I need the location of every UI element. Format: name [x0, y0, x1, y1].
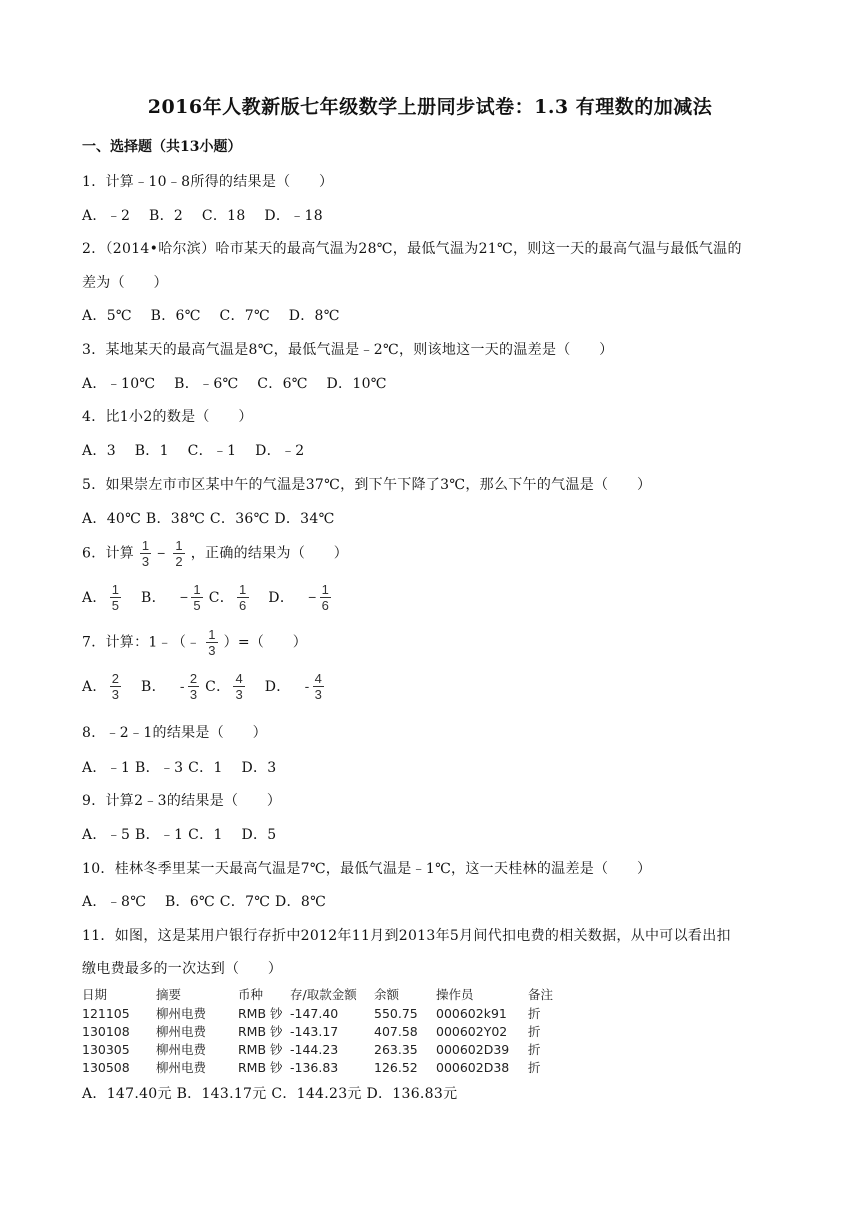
option-c: C．36℃	[209, 511, 270, 527]
option-d: D． - $\frac{4}{3}$	[264, 671, 323, 702]
question-3-stem: 3．某地某天的最高气温是8℃，最低气温是﹣2℃，则该地这一天的温差是（ ）	[82, 342, 614, 358]
option-b: B．1	[134, 443, 169, 459]
option-b: B．﹣6℃	[174, 376, 239, 392]
option-b: B．﹣3	[134, 760, 184, 776]
question-9-options	[82, 824, 277, 844]
option-a: A．3	[82, 443, 116, 459]
option-a: A．5℃	[82, 308, 132, 324]
question-2-options	[82, 305, 340, 325]
question-1-options	[82, 205, 323, 225]
option-c: C． $\frac{1}{6}$	[208, 582, 247, 613]
option-b: B．6℃	[164, 894, 216, 910]
option-d: D．34℃	[274, 511, 335, 527]
option-d: D．8℃	[275, 894, 327, 910]
option-d: D．10℃	[326, 376, 387, 392]
option-a: A．﹣5	[82, 827, 131, 843]
question-4-options	[82, 440, 305, 460]
column-header: 摘要	[156, 987, 182, 1002]
question-11-stem: 11．如图，这是某用户银行存折中2012年11月到2013年5月间代扣电费的相关数据，从中可以看出扣	[82, 928, 731, 944]
option-c: C．6℃	[257, 376, 308, 392]
question-11-stem-cont: 缴电费最多的一次达到（ ）	[82, 961, 283, 977]
fraction: $\frac{1}{3}$	[141, 538, 150, 569]
option-d: D．8℃	[288, 308, 340, 324]
page-title: 2016年人教新版七年级数学上册同步试卷：1.3 有理数的加减法	[147, 96, 713, 118]
question-10-options	[82, 891, 326, 911]
option-a: A． $\frac{2}{3}$	[82, 671, 120, 702]
question-6-options	[82, 582, 332, 613]
column-header: 存/取款金额	[290, 987, 357, 1002]
option-c: C． $\frac{4}{3}$	[205, 671, 244, 702]
option-c: C．1	[188, 827, 223, 843]
option-b: B．﹣1	[134, 827, 184, 843]
option-c: C．144.23元	[271, 1086, 362, 1102]
fraction: $\frac{1}{2}$	[175, 538, 183, 569]
question-2-stem: 2．（2014•哈尔滨）哈市某天的最高气温为28℃，最低气温为21℃，则这一天的最高气温与最低气温的	[82, 241, 742, 257]
table-row: 130305 柳州电费 RMB 钞 -144.23 263.35 000602D39 折	[82, 1041, 541, 1057]
option-b: B．38℃	[145, 511, 206, 527]
option-b: B．2	[148, 208, 184, 224]
table-row: 130508 柳州电费 RMB 钞 -136.83 126.52 000602D38 折	[82, 1059, 541, 1075]
column-header: 操作员	[436, 987, 474, 1002]
question-8-stem: 8．﹣2﹣1的结果是（ ）	[82, 725, 267, 741]
option-b: B．6℃	[150, 308, 201, 324]
option-a: A．﹣10℃	[82, 376, 156, 392]
option-a: A．40℃	[82, 511, 142, 527]
option-a: A．147.40元	[82, 1086, 172, 1102]
column-header: 余额	[374, 987, 400, 1002]
question-3-options	[82, 373, 387, 393]
option-c: C．7℃	[219, 894, 271, 910]
option-b: B． − $\frac{1}{5}$	[141, 582, 201, 613]
option-c: C．1	[188, 760, 223, 776]
option-a: A．﹣2	[82, 208, 131, 224]
question-11-options	[82, 1083, 457, 1103]
option-d: D．﹣2	[255, 443, 305, 459]
question-5-stem: 5．如果崇左市市区某中午的气温是37℃，到下午下降了3℃，那么下午的气温是（ ）	[82, 477, 652, 493]
option-d: D． − $\frac{1}{6}$	[268, 582, 330, 613]
table-row: 121105 柳州电费 RMB 钞 -147.40 550.75 000602k91 折	[82, 1005, 541, 1021]
option-d: D．3	[241, 760, 277, 776]
option-b: B．143.17元	[176, 1086, 267, 1102]
table-header-row	[82, 984, 568, 1004]
table-row: 130108 柳州电费 RMB 钞 -143.17 407.58 000602Y02 折	[82, 1023, 541, 1039]
question-10-stem: 10．桂林冬季里某一天最高气温是7℃，最低气温是﹣1℃，这一天桂林的温差是（ ）	[82, 861, 652, 877]
bank-statement-table	[82, 984, 568, 1076]
section-heading: 一、选择题（共13小题）	[82, 139, 242, 155]
question-9-stem: 9．计算2﹣3的结果是（ ）	[82, 793, 282, 809]
question-2-stem-cont: 差为（ ）	[82, 275, 168, 291]
option-a: A．﹣1	[82, 760, 131, 776]
question-1-stem: 1．计算﹣10﹣8所得的结果是（ ）	[82, 174, 334, 190]
question-7-options	[82, 671, 325, 702]
question-5-options	[82, 508, 335, 528]
option-c: C．7℃	[219, 308, 270, 324]
question-6-stem: 6．计算 $\frac{1}{3}$ − $\frac{1}{2}$ ，正确的结果为（ ）	[82, 538, 349, 569]
column-header: 币种	[238, 987, 264, 1002]
question-8-options	[82, 757, 277, 777]
column-header: 备注	[528, 987, 554, 1002]
fraction: $\frac{1}{3}$	[208, 627, 216, 658]
option-b: B． - $\frac{2}{3}$	[141, 671, 198, 702]
option-d: D．136.83元	[366, 1086, 458, 1102]
question-7-stem: 7．计算：1﹣（﹣ $\frac{1}{3}$ ）=（ ）	[82, 627, 308, 658]
question-4-stem: 4．比1小2的数是（ ）	[82, 409, 253, 425]
option-d: D．﹣18	[264, 208, 323, 224]
option-c: C．18	[201, 208, 246, 224]
option-a: A． $\frac{1}{5}$	[82, 582, 120, 613]
option-c: C．﹣1	[187, 443, 237, 459]
option-a: A．﹣8℃	[82, 894, 147, 910]
option-d: D．5	[241, 827, 277, 843]
column-header: 日期	[82, 987, 108, 1002]
